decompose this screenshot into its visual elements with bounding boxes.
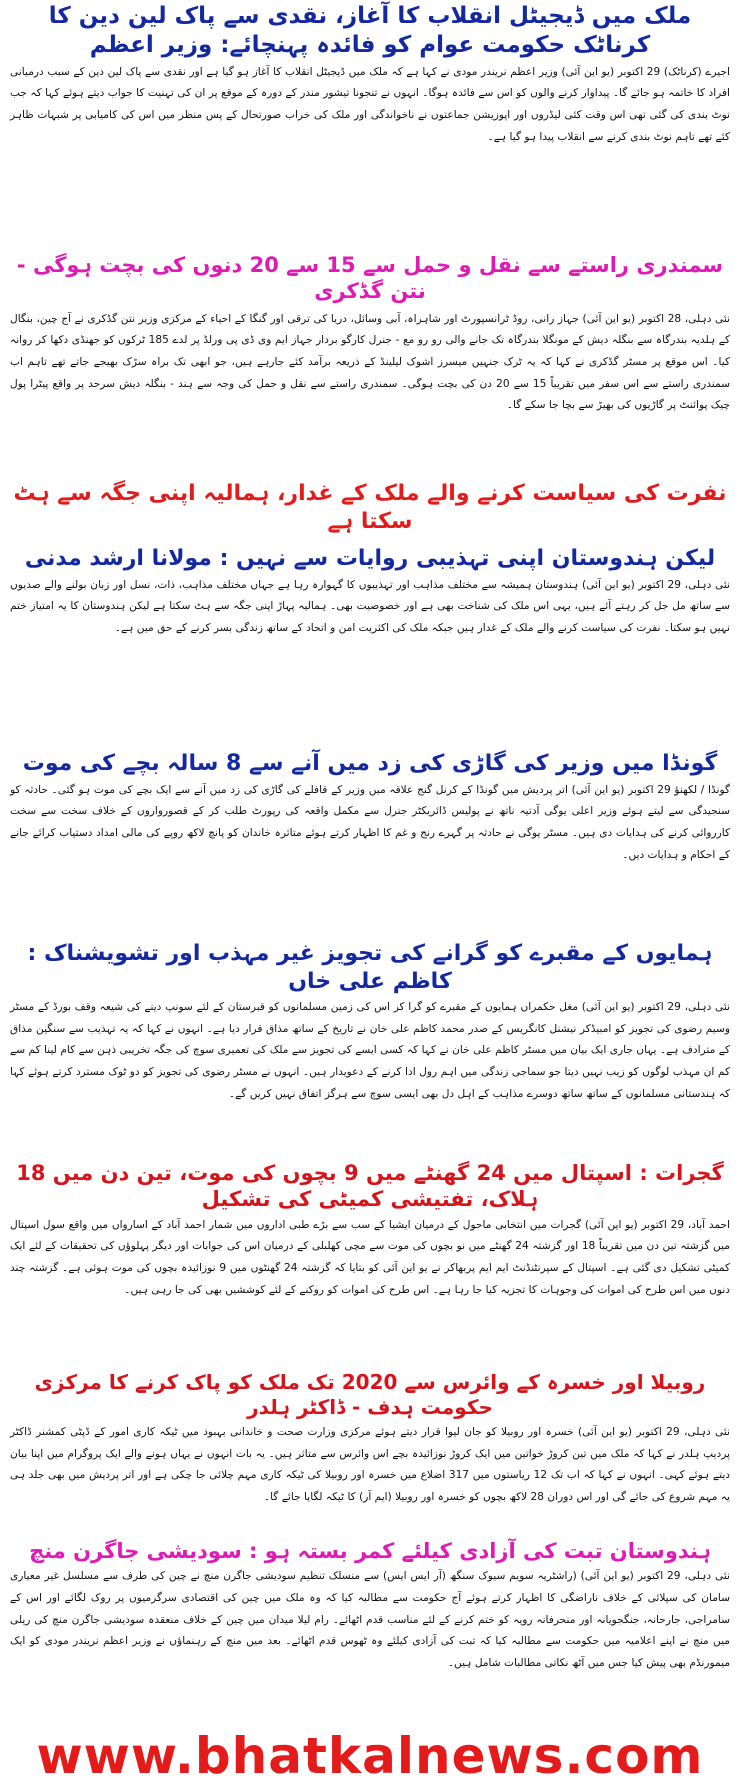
story-headline: گجرات : اسپتال میں 24 گھنٹے میں 9 بچوں کی موت، تین دن میں 18 ہلاک، تفتیشی کمیٹی کی تشکیل xyxy=(16,1161,724,1212)
site-url: www.bhatkalnews.com xyxy=(36,1727,704,1785)
story-headline: ہمایوں کے مقبرے کو گرانے کی تجویز غیر مہذب اور تشویشناک : کاظم علی خاں xyxy=(27,941,713,994)
story-headline: ملک میں ڈیجیٹل انقلاب کا آغاز، نقدی سے پاک لین دین کا کرناٹک حکومت عوام کو فائدہ پہنچائے: وزیر اعظم xyxy=(48,3,692,58)
story-gonda-accident xyxy=(0,750,740,940)
story-headline: ہندوستان تبت کی آزادی کیلئے کمر بستہ ہو : سودیشی جاگرن منچ xyxy=(29,1539,711,1563)
story-body: نئی دہلی، 29 اکتوبر (یو این آئی) مغل حکمراں ہمایوں کے مقبرے کو گرا کر اس کی زمین مسلمانوں کو قبرستان کے لئے سونپ دینے کی شیعہ وقف بورڈ کے مسٹر وسیم رضوی کی تجویز کو امبیڈکر نیشنل کانگریس کے صدر محمد کاظم علی خان نے تاریخ کے ساتھ مذاق قرار دیا ہے۔ انہوں نے کہا کہ یہ تہذیب سے سنگین مذاق کے مترادف ہے۔ یہاں جاری ایک بیان میں مسٹر کاظم علی خان نے کہا کہ کسی ایسے کی تجویز سے ملک کی تعمیری سوچ کی جگہ تخریبی ذہن سے کام لینا کم سے کم ان مہذب لوگوں کو زیب نہیں دیتا جو سماجی زندگی میں اہم رول ادا کرنے کے دعویدار ہیں۔ انہوں نے مسٹر رضوی کی تجویز کو دو ٹوک مسترد کرتے ہوئے کہا کہ ہندستانی مسلمانوں کے ساتھ ساتھ دوسرے مذاہب کے اہل دل بھی ایسی سوچ سے ہرگز اتفاق نہیں کریں گے۔ xyxy=(10,1001,730,1100)
story-madani xyxy=(0,480,740,750)
story-body: گونڈا / لکھنؤ 29 اکتوبر (یو این آئی) اتر پردیش میں گونڈا کے کرنل گنج علاقہ میں وزیر کے قافلے کی گاڑی کی زد میں آنے سے ایک بچے کی موت ہو گئی۔ حادثہ کو سنجیدگی سے لیتے ہوئے وزیر اعلی یوگی آدتیہ ناتھ نے پولیس ڈائریکٹر جنرل سے مکمل واقعہ کی رپورٹ طلب کر کے قصورواروں کے خلاف سخت سے سخت کارروائی کرنے کی ہدایات دی ہیں۔ مسٹر یوگی نے حادثہ پر گہرے رنج و غم کا اظہار کرتے ہوئے متاثرہ خاندان کو پانچ لاکھ روپے کی مالی امداد دستیاب کرائے جانے کے احکام و ہدایات دیں۔ xyxy=(10,783,730,861)
story-gujarat-hospital xyxy=(0,1160,740,1360)
story-body: احمد آباد، 29 اکتوبر (یو این آئی) گجرات میں انتخابی ماحول کے درمیان ایشیا کے سب سے بڑے طبی اداروں میں شمار احمد آباد کے اسارواں میں واقع سول اسپتال میں گزشتہ تین دن میں تقریباً 18 اور گزشتہ 24 گھنٹے میں نو بچوں کی موت سے مچی کھلبلی کے درمیان اس کی جوابات اور دیگر پہلوؤں کی تحقیقات کے لئے ایک کمیٹی تشکیل دی گئی ہے۔ اسپتال کے سپرنٹنڈنٹ ایم ایم پربھاکر نے یو این آئی کو بتایا کہ گزشتہ 24 گھنٹوں میں 9 نوزائیدہ بچوں کی موت ہوئی ہے۔ گزشتہ چند دنوں میں اس طرح کی اموات کی وجوہات کا تجزیہ کیا جا رہا ہے۔ اس طرح کی اموات کو روکنے کے لئے کوششیں بھی کی جا رہی ہیں۔ xyxy=(10,1218,730,1296)
story-tibet xyxy=(0,1538,740,1728)
story-headline: سمندری راستے سے نقل و حمل سے 15 سے 20 دنوں کی بچت ہوگی - نتن گڈکری xyxy=(16,253,724,304)
story-subheadline: لیکن ہندوستان اپنی تہذیبی روایات سے نہیں : مولانا ارشد مدنی xyxy=(24,546,716,571)
story-headline: گونڈا میں وزیر کی گاڑی کی زد میں آنے سے 8 سالہ بچے کی موت xyxy=(22,751,718,776)
story-rubella-measles xyxy=(0,1370,740,1550)
story-body: اجیرے (کرناٹک) 29 اکتوبر (یو این آئی) وزیر اعظم نریندر مودی نے کہا ہے کہ ملک میں ڈیجیٹل انقلاب کا آغاز ہو گیا ہے اور نقدی سے پاک لین دین کے سبب درمیانی افراد کا خاتمہ ہو جائے گا۔ پیداوار کرنے والوں کو اس سے فائدہ ہوگا۔ انہوں نے تنجونا تیشور مندر کے دورہ کے موقع پر ان کی تہنیت کا جواب دیتے ہوئے کہا کہ جب نوٹ بندی کی گئی تھی اس وقت کئی لیڈروں اور اپوزیشن جماعتوں نے ناخواندگی اور ملک کی خراب صورتحال کے پس منظر میں اس کی کامیابی پر شبہات ظاہر کئے تھے تاہم نوٹ بندی کرنے سے انقلاب پیدا ہو گیا ہے۔ xyxy=(10,65,730,143)
story-body: نئی دہلی، 29 اکتوبر (یو این آئی) (راشٹریہ سویم سیوک سنگھ (آر ایس ایس) سے منسلک تنظیم سودیشی جاگرن منچ نے چین کی طرف سے مسلسل غیر معیاری سامان کی سپلائی کے خلاف ناراضگی کا اظہار کرتے ہوئے آج حکومت سے مطالبہ کیا کہ وہ ملک میں چین کی اقتصادی سرگرمیوں پر روک لگائے اور اس کے سامراجی، جارحانہ، جنگجویانہ اور منحرفانہ رویہ کو ختم کرنے کے لئے مناسب قدم اٹھائے۔ رام لیلا میدان میں چین کے خلاف منعقدہ سودیشی جاگرن منچ کی ریلی میں منچ نے اپنے اعلامیہ میں حکومت سے مطالبہ کیا کہ تبت کی آزادی کیلئے وہ ٹھوس قدم اٹھائے۔ بعد میں منچ کے رہنماؤں نے وزیر اعظم نریندر مودی کو ایک میمورنڈم بھی پیش کیا جس میں آٹھ نکاتی مطالبات شامل ہیں۔ xyxy=(10,1570,730,1670)
story-digital-revolution xyxy=(0,0,740,250)
story-body: نئی دہلی، 28 اکتوبر (یو این آئی) جہاز رانی، روڈ ٹرانسپورٹ اور شاہراہ، آبی وسائل، دریا کی ترقی اور گنگا کے احیاء کے مرکزی وزیر نتن گڈکری نے آج چین، بنگال کے ہلدیہ بندرگاہ سے بنگلہ دیش کے مونگلا بندرگاہ تک جانے والی رو رو مع - جنرل کارگو بردار جہاز ایم وی ڈی پی ورلڈ پر لدے 185 ٹرکوں کو جھنڈی دکھا کر روانہ کیا۔ اس موقع پر مسٹر گڈکری نے کہا کہ یہ ٹرک جنہیں میسرز اشوک لیلینڈ کے ذریعہ برآمد کئے جارہے ہیں، جو ابھی تک براہ سڑک بھیجے جاتے تھے تاہم اب سمندری راستے سے اس سفر میں تقریباً 15 سے 20 دن کی بچت ہوگی۔ سمندری راستے سے نقل و حمل کی وجہ سے ہند - بنگلہ دیش سرحد پر واقع پیٹرا پول چیک پوائنٹ پر گاڑیوں کی بھیڑ سے بچا جا سکے گا۔ xyxy=(10,312,730,412)
story-body: نئی دہلی، 29 اکتوبر (یو این آئی) ہندوستان ہمیشہ سے مختلف مذاہب اور تہذیبوں کا گہوارہ رہا ہے جہاں مختلف مذاہب، ذات، نسل اور زبان بولنے والے صدیوں سے ساتھ مل جل کر رہتے آئے ہیں، یہی اس ملک کی شناخت بھی ہے اور خصوصیت بھی۔ ہمالیہ پہاڑ اپنی جگہ سے ہٹ سکتا ہے لیکن ہندوستان کا یہ امتیاز ختم نہیں ہو سکتا۔ نفرت کی سیاست کرنے والے ملک کے غدار ہیں جبکہ ملک کی اکثریت امن و اتحاد کے ساتھ زندگی بسر کرنے کے حق میں ہے۔ xyxy=(10,578,730,634)
story-sea-route xyxy=(0,252,740,452)
story-body: نئی دہلی، 29 اکتوبر (یو این آئی) خسرہ اور روبیلا کو جان لیوا قرار دیتے ہوئے مرکزی وزارت صحت و خاندانی بہبود میں ٹیکہ کاری امور کے ڈپٹی کمشنر ڈاکٹر پردیپ ہلدر نے کہا کہ ملک میں تین کروڑ خواتین میں ایک کروڑ نوزائیدہ بچے اس وائرس سے متاثر ہیں۔ یہ بات انہوں نے یہاں ہونے والے ایک پروگرام میں اپنا بیان دیتے ہوئے کہی۔ انہوں نے کہا کہ اب تک 12 ریاستوں میں 317 اضلاع میں خسرہ اور روبیلا کی ٹیکہ کاری مہم چلائی جا چکی ہے اور اتر پردیش میں بھی جلد ہی یہ مہم شروع کی جائے گی اور اس دوران 28 لاکھ بچوں کو خسرہ اور روبیلا (ایم آر) کا ٹیکہ لگایا جائے گا۔ xyxy=(10,1426,730,1504)
story-headline: نفرت کی سیاست کرنے والے ملک کے غدار، ہمالیہ اپنی جگہ سے ہٹ سکتا ہے xyxy=(13,481,727,534)
site-footer xyxy=(0,1724,740,1788)
story-humayun-tomb xyxy=(0,940,740,1160)
story-headline: روبیلا اور خسرہ کے وائرس سے 2020 تک ملک کو پاک کرنے کا مرکزی حکومت ہدف - ڈاکٹر ہلدر xyxy=(34,1370,706,1419)
